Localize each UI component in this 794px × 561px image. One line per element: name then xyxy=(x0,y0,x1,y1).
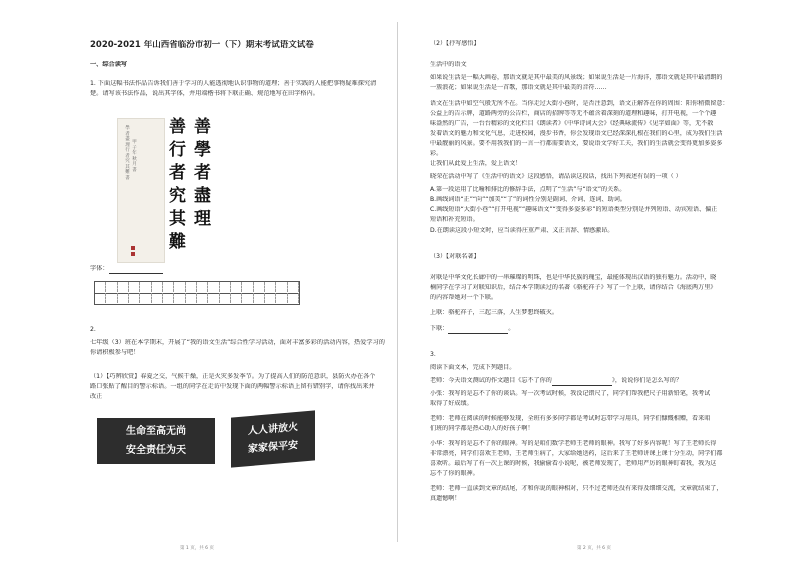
option-c[interactable]: C.画线短语“大街小巷”“打开电视”“趣味语文”“变得多姿多彩”的短语类型分别是并列短语、动宾短语、偏正 xyxy=(430,206,718,213)
grid-cell[interactable] xyxy=(254,293,265,303)
dialog-line: 小华：我写的是忘不了你的眼神。写的是咱们数学老师王老师的眼神。我写了好多内容呢！写了王老师长得 xyxy=(430,440,717,447)
lower-couplet-row xyxy=(430,325,514,334)
q2a-text-line3: 改正 xyxy=(90,393,103,400)
passage-line: 彩。 xyxy=(430,150,443,157)
q2c-heading: （3）【对联名著】 xyxy=(430,253,480,260)
q1-text-line2: 楚。请写该书法作品，说出其字体，并用端楷书将下联正确、规范地写在田字格内。 xyxy=(90,90,319,97)
grid-cell[interactable] xyxy=(288,293,299,303)
q1-text-line1: 1. 下面这幅书法作品告诉我们善于学习的人能透彻地认识事物的道理；善于实践的人能把事物疑难探究清 xyxy=(90,80,377,87)
section-heading: 一、综合读写 xyxy=(90,61,128,68)
grid-cell[interactable] xyxy=(276,293,287,303)
option-c-cont: 短语和补充短语。 xyxy=(430,216,479,223)
calligraphy-column-left: 善行者究其難 xyxy=(169,117,186,252)
grid-cell[interactable] xyxy=(174,282,185,292)
font-style-label-text: 字体： xyxy=(90,265,109,272)
passage-line: 公益上的告示牌，道路两旁的公告栏，商店的招牌等等无不蕴含着深刻的道理和趣味，打开电视，一个个趣 xyxy=(430,110,717,117)
grid-cell[interactable] xyxy=(163,293,174,303)
seal-stamp xyxy=(131,252,135,256)
passage-line: 发着语文的魅力和文化气息，走进校园，漫步书香，你会发现语文已经深深扎根在我们的心里，成为我们生活 xyxy=(430,130,723,137)
page-footer: 第 1 页，共 6 页 xyxy=(180,546,214,551)
calligraphy-column-right: 善學者盡理 xyxy=(194,117,211,229)
lower-couplet-period: 。 xyxy=(508,325,515,332)
grid-cell[interactable] xyxy=(95,293,106,303)
q2b-heading: （2）【抒写感悟】 xyxy=(430,40,480,47)
passage-title: 生活中的语文 xyxy=(430,61,467,68)
q3-heading: 阅读下面文本，完成下列题目。 xyxy=(430,364,516,371)
option-d[interactable]: D.在朗读这段小短文时，应当读得庄重严肃、义正言辞、情感激昂。 xyxy=(430,227,614,234)
grid-cell[interactable] xyxy=(242,293,253,303)
q2-text-line1: 七年级（3）班在本学期末，开展了“我的语文生活”综合性学习活动，面对丰富多彩的活动内容，热爱学习的 xyxy=(90,339,385,346)
grid-cell[interactable] xyxy=(288,282,299,292)
grid-cell[interactable] xyxy=(254,282,265,292)
grid-cell[interactable] xyxy=(95,282,106,292)
dialog-line: 老师：老师在阅读的时候能够发现，全班有多多同学都是考试时忘带学习用具，同学们慷慨相赠，看来咱 xyxy=(430,415,711,422)
grid-cell[interactable] xyxy=(265,282,276,292)
dialog-teacher-1-pre: 老师：今天语文测试的作文题目《忘不了你的 xyxy=(430,377,552,384)
upper-couplet: 上联：骆驼祥子，三起三落，人生梦想终破灭。 xyxy=(430,309,558,316)
grid-cell[interactable] xyxy=(231,282,242,292)
dialog-line: 老师：老师一直读到文章的结尾，才和你说的眼神相对，只不过老师还没有来得及细细交流，文章就结束了， xyxy=(430,485,723,492)
grid-cell[interactable] xyxy=(140,282,151,292)
grid-cell[interactable] xyxy=(197,282,208,292)
question-stem: 晓荣在活动中写了《生活中的语文》这段感悟，请品读这段话，找出下列表述有误的一项（ ） xyxy=(430,173,682,180)
grid-cell[interactable] xyxy=(163,282,174,292)
q2a-text-line2: 路口张贴了醒目的警示标语。一组的同学在走访中发现下面的两幅警示标语上留有错别字，请你找出来并 xyxy=(90,383,375,390)
calligraphy-inscription-left: 學者盡理行者究其難書 xyxy=(125,126,130,181)
sign2-line2: 家家保平安 xyxy=(248,439,298,456)
option-b[interactable]: B.画线词语“正”“向”“加美”“了”的词性分别是副词、介词、连词、助词。 xyxy=(430,196,626,203)
page-footer: 第 2 页，共 6 页 xyxy=(577,546,611,551)
sign1-line2: 安全责任为天 xyxy=(126,445,186,456)
lower-couplet-answer-blank[interactable] xyxy=(448,326,508,334)
grid-cell[interactable] xyxy=(118,293,129,303)
warning-sign-photo-2 xyxy=(231,410,315,467)
font-style-label xyxy=(90,265,163,274)
dialog-line: 非常漂亮，同学们喜欢王老师，王老师生病了，大家给她送药，这后来了王老师讲课上课十分生动，同学们都 xyxy=(430,450,723,457)
grid-cell[interactable] xyxy=(129,282,140,292)
lower-couplet-label: 下联： xyxy=(430,325,449,332)
passage-line: 让我们从此爱上生活，爱上语文！ xyxy=(430,160,522,167)
grid-cell[interactable] xyxy=(129,293,140,303)
grid-cell[interactable] xyxy=(174,293,185,303)
dialog-teacher-1 xyxy=(430,377,682,386)
grid-cell[interactable] xyxy=(208,282,219,292)
grid-cell[interactable] xyxy=(197,293,208,303)
warning-sign-photo-1 xyxy=(97,418,215,464)
grid-cell[interactable] xyxy=(140,293,151,303)
dialog-line: 忘不了你的眼神。 xyxy=(430,470,479,477)
dialog-line: 真遗憾啊！ xyxy=(430,495,461,502)
q2-number: 2. xyxy=(90,326,96,333)
grid-cell[interactable] xyxy=(265,293,276,303)
grid-cell[interactable] xyxy=(220,282,231,292)
seal-stamp xyxy=(131,246,135,250)
grid-cell[interactable] xyxy=(276,282,287,292)
calligraphy-inscription-right: 甲子年秋月書 xyxy=(132,140,137,173)
q2a-text-line1: （1）【巧辨欣赏】春夏之交，气候干燥，正是火灾多发季节。为了提高人们的防范意识，县防火办在各个 xyxy=(90,373,376,380)
grid-cell[interactable] xyxy=(220,293,231,303)
grid-cell[interactable] xyxy=(186,282,197,292)
passage-line: 中最靓丽的风景。要不用我我们的一言一行都需要语文，要说语文学好工夫，我们的生活就会变得更加多姿多 xyxy=(430,140,723,147)
dialog-line: 们班的同学都是热心助人的好孩子啊！ xyxy=(430,425,534,432)
passage-line: 一簇浪花；如果说生活是一首歌，那语文就是其中最美的音符…… xyxy=(430,84,607,91)
essay-title-blank[interactable] xyxy=(552,378,612,386)
passage-line: 如果说生活是一幅大画卷，那语文就是其中最美的风景线；如果说生活是一片海洋，那语文就是其中最清朗的 xyxy=(430,74,723,81)
option-a[interactable]: A.第一段运用了比喻和排比的修辞手法，点明了“生活”与“语文”的关系。 xyxy=(430,186,626,193)
couplet-intro-line: 的内容帮她对一个下联。 xyxy=(430,294,498,301)
dialog-line: 喜欢听。最后写了有一次上课的时候，我偷偷看小说呢，被老师发现了，老师用严厉的眼神盯着我，我为这 xyxy=(430,460,717,467)
grid-cell[interactable] xyxy=(118,282,129,292)
right-page xyxy=(397,0,794,561)
sign2-line1: 人人讲放火 xyxy=(248,421,298,438)
tian-zi-ge-grid[interactable] xyxy=(94,281,300,305)
q2-text-line2: 你请积极参与吧！ xyxy=(90,349,140,356)
couplet-intro-line: 对联是中华文化长廊中的一串璀璨的明珠，也是中华民族的瑰宝，最能体现出汉语的独有魅力。活动中，晓 xyxy=(430,274,717,281)
grid-cell[interactable] xyxy=(106,282,117,292)
dialog-line: 取得了好成绩。 xyxy=(430,400,473,407)
grid-cell[interactable] xyxy=(208,293,219,303)
grid-cell[interactable] xyxy=(242,282,253,292)
grid-cell[interactable] xyxy=(186,293,197,303)
grid-cell[interactable] xyxy=(106,293,117,303)
q3-number: 3. xyxy=(430,351,436,358)
grid-cell[interactable] xyxy=(152,293,163,303)
passage-line: 味盎然的广告，一台台精彩的文化栏目《朗读者》《中华诗词大会》《经典咏流传》《见字如面》等，无不散 xyxy=(430,120,714,127)
dialog-line: 小张：我写的是忘不了你的谈话。写一次考试时候，我没记错尺了，同学们帮我把尺子用新铅笔，我考试 xyxy=(430,390,711,397)
dialog-teacher-1-post: 》，说说你们是怎么写的？ xyxy=(611,377,682,384)
grid-cell[interactable] xyxy=(152,282,163,292)
couplet-intro-line: 楠同学在学习了对联知识后，结合本学期读过的名著《骆驼祥子》写了一个上联，请你结合《海底两万里》 xyxy=(430,284,717,291)
sign1-line1: 生命至高无尚 xyxy=(126,426,186,437)
page-title: 2020-2021 年山西省临汾市初一（下）期末考试语文试卷 xyxy=(90,40,314,50)
passage-line: 语文在生活中如空气般无所不在。当你走过大街小巷时，是否注意到，语文正解答在你的周围：阳你稍微留意： xyxy=(430,100,729,107)
font-style-answer-blank[interactable] xyxy=(109,266,163,274)
grid-cell[interactable] xyxy=(231,293,242,303)
